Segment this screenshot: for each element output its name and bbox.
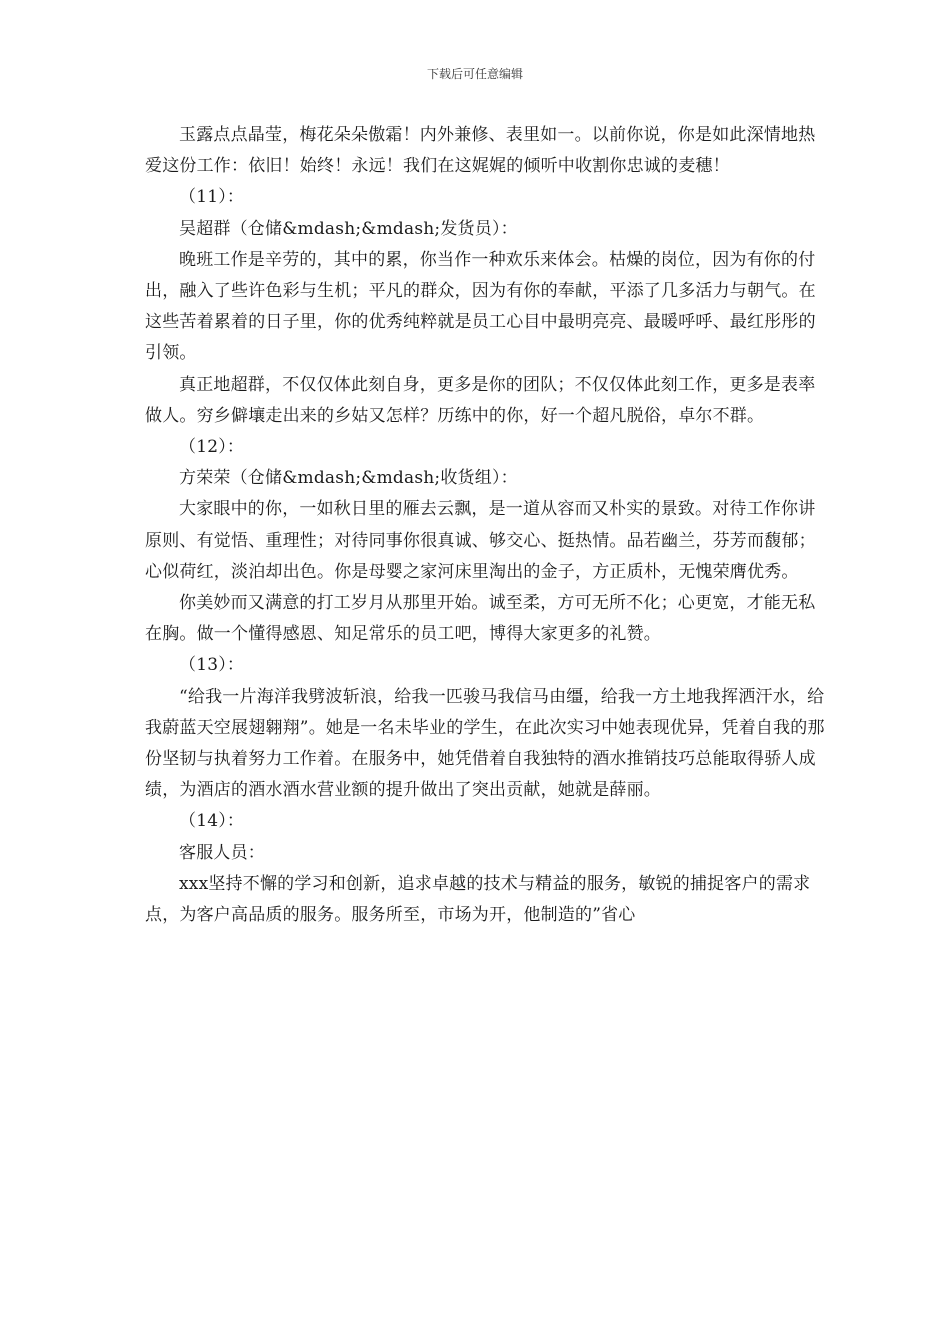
document-body xyxy=(145,120,825,931)
section-number: （12）： xyxy=(179,437,245,458)
paragraph: 晚班工作是辛劳的，其中的累，你当作一种欢乐来体会。枯燥的岗位，因为有你的付出，融入了些许色彩与生机；平凡的群众，因为有你的奉献，平添了几多活力与朝气。在这些苦着累着的日子里，你的优秀纯粹就是员工心目中最明亮亮、最暖呼呼、最红彤彤的引领。 xyxy=(145,249,816,364)
section-number: （13）： xyxy=(179,655,245,676)
page-header: 下载后可任意编辑 xyxy=(426,67,523,81)
section-number: （14）： xyxy=(179,811,245,832)
paragraph: 大家眼中的你，一如秋日里的雁去云飘，是一道从容而又朴实的景致。对待工作你讲原则、有觉悟、重理性；对待同事你很真诚、够交心、挺热情。品若幽兰，芬芳而馥郁；心似荷红，淡泊却出色。你是母婴之家河床里淘出的金子，方正质朴，无愧荣膺优秀。 xyxy=(145,499,816,582)
paragraph: “给我一片海洋我劈波斩浪，给我一匹骏马我信马由缰，给我一方土地我挥洒汗水，给我蔚蓝天空展翅翱翔”。她是一名未毕业的学生，在此次实习中她表现优异，凭着自我的那份坚韧与执着努力工作着。在服务中，她凭借着自我独特的酒水推销技巧总能取得骄人成绩，为酒店的酒水酒水营业额的提升做出了突出贡献，她就是薛丽。 xyxy=(145,686,825,801)
honoree-heading: 吴超群（仓储&mdash;&mdash;发货员）： xyxy=(179,218,518,239)
paragraph: 你美妙而又满意的打工岁月从那里开始。诚至柔，方可无所不化；心更宽，才能无私在胸。做一个懂得感恩、知足常乐的员工吧，博得大家更多的礼赞。 xyxy=(145,593,816,645)
honoree-heading: 方荣荣（仓储&mdash;&mdash;收货组）： xyxy=(179,468,518,489)
paragraph: xxx坚持不懈的学习和创新，追求卓越的技术与精益的服务，敏锐的捕捉客户的需求点，为客户高品质的服务。服务所至，市场为开，他制造的”省心 xyxy=(145,873,811,926)
paragraph: 玉露点点晶莹，梅花朵朵傲霜！内外兼修、表里如一。以前你说，你是如此深情地热爱这份工作：依旧！始终！永远！我们在这娓娓的倾听中收割你忠诚的麦穗！ xyxy=(145,125,816,177)
section-number: （11）： xyxy=(179,187,245,208)
honoree-heading: 客服人员： xyxy=(179,842,265,863)
paragraph: 真正地超群，不仅仅体此刻自身，更多是你的团队；不仅仅体此刻工作，更多是表率做人。穷乡僻壤走出来的乡姑又怎样？历练中的你，好一个超凡脱俗，卓尔不群。 xyxy=(145,374,816,426)
